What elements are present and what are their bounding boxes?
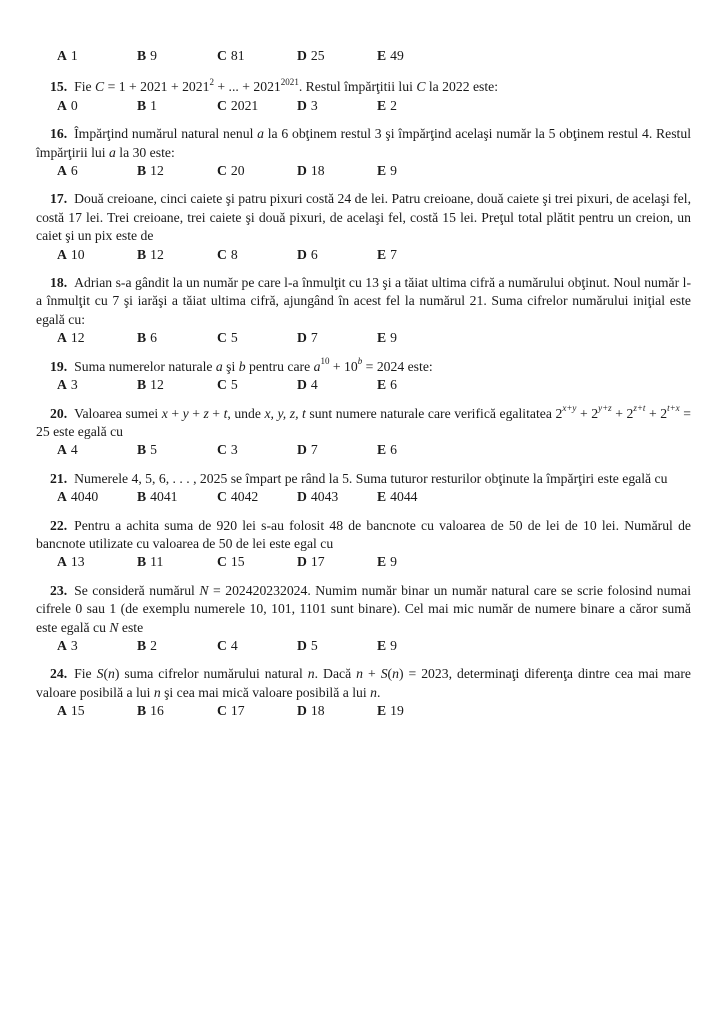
question-item [36, 358, 691, 395]
text-run: ( [387, 666, 393, 682]
option-value: 9 [390, 637, 397, 653]
math-variable: n [108, 666, 115, 682]
text-run: . Restul împărţitii lui [298, 79, 417, 95]
math-variable: z [203, 405, 209, 421]
option-value: 7 [390, 246, 397, 262]
answer-option-c [217, 702, 297, 720]
option-value: 9 [150, 48, 157, 63]
option-letter: B [137, 442, 147, 458]
answer-option-c [217, 488, 297, 506]
answer-option-a [57, 441, 137, 459]
answer-option-d [297, 329, 377, 347]
option-letter: A [57, 48, 67, 63]
answer-option-d [297, 246, 377, 264]
option-value: 6 [70, 163, 78, 179]
text-run: + 2 [611, 405, 634, 421]
answer-option-b [137, 488, 217, 506]
answer-option-a [57, 246, 137, 264]
option-value: 5 [230, 377, 238, 393]
answer-option-b [137, 47, 217, 65]
option-value: 4040 [70, 489, 99, 505]
options-row [57, 329, 691, 347]
question-text [36, 582, 691, 637]
text-run: Fie [74, 666, 97, 682]
answer-option-b [137, 329, 217, 347]
math-variable: a [215, 358, 223, 374]
answer-option-b [137, 246, 217, 264]
option-letter: B [137, 97, 147, 113]
math-variable: b [238, 358, 246, 374]
option-value: 18 [310, 163, 325, 179]
text-run: . [376, 684, 381, 700]
option-letter: E [377, 442, 387, 458]
option-letter: E [377, 489, 387, 505]
question-number: 22. [50, 517, 68, 533]
option-value: 17 [310, 554, 325, 570]
text-run: la 6 obţinem restul 3 şi împărţind acelaşi număr la 5 obţinem restul 4. Restul împărţirii lui [36, 126, 692, 160]
option-letter: A [57, 637, 67, 653]
question-number: 18. [50, 275, 68, 291]
math-variable: n [153, 684, 161, 700]
option-letter: E [377, 377, 387, 393]
option-letter: A [57, 554, 67, 570]
option-value: 20 [230, 163, 245, 179]
text-run: Suma numerelor naturale [74, 358, 216, 374]
option-value: 6 [390, 377, 397, 393]
option-letter: A [57, 489, 67, 505]
answer-option-b [137, 162, 217, 180]
question-number: 20. [50, 405, 68, 421]
math-variable: N [109, 619, 119, 635]
option-value: 1 [150, 97, 157, 113]
option-value: 12 [150, 246, 164, 262]
answer-option-b [137, 637, 217, 655]
question-number: 15. [50, 79, 68, 95]
answer-option-e [377, 376, 397, 394]
answer-option-c [217, 47, 297, 65]
option-value: 12 [150, 377, 164, 393]
option-value: 0 [70, 97, 78, 113]
text-run: + 2 [645, 405, 668, 421]
math-variable: y [182, 405, 189, 421]
option-value: 5 [230, 330, 238, 346]
options-row [57, 246, 691, 264]
question-item [36, 274, 691, 348]
option-value: 5 [150, 442, 157, 458]
answer-option-d [297, 376, 377, 394]
option-letter: C [217, 97, 227, 113]
questions-list [36, 78, 691, 720]
question-text [36, 470, 691, 488]
option-value: 2 [150, 637, 157, 653]
question-number: 23. [50, 582, 68, 598]
math-variable: n [392, 666, 399, 682]
option-letter: C [217, 703, 227, 719]
option-value: 81 [230, 48, 245, 63]
text-run: pentru care [245, 358, 314, 374]
text-run: = 25 este egală cu [36, 405, 691, 439]
math-exponent: 10 [320, 356, 330, 367]
answer-option-e [377, 702, 404, 720]
option-value: 25 [310, 48, 325, 63]
math-variable: b [357, 356, 363, 367]
options-row [57, 488, 691, 506]
option-value: 4 [70, 442, 78, 458]
answer-option-a [57, 702, 137, 720]
answer-option-a [57, 47, 137, 65]
option-letter: A [57, 163, 67, 179]
answer-option-a [57, 329, 137, 347]
option-letter: D [297, 489, 307, 505]
text-run: + 2 [576, 405, 599, 421]
text-run: Împărţind numărul natural nenul [74, 126, 258, 142]
answer-option-d [297, 47, 377, 65]
option-letter: E [377, 554, 387, 570]
question-number: 24. [50, 666, 68, 682]
option-value: 3 [230, 442, 238, 458]
option-value: 5 [310, 637, 318, 653]
option-value: 6 [390, 442, 397, 458]
question-text [36, 665, 691, 702]
answer-option-e [377, 488, 418, 506]
option-value: 12 [150, 163, 164, 179]
option-value: 6 [310, 246, 318, 262]
math-exponent [562, 403, 576, 413]
question-text [36, 190, 691, 245]
math-variable: n [356, 666, 363, 682]
option-value: 10 [70, 246, 85, 262]
option-value: 18 [310, 703, 325, 719]
text-run: ) = 2023, determinaţi diferenţa dintre cea mai mare valoare posibilă a lui [36, 666, 691, 700]
answer-option-b [137, 97, 217, 115]
answer-option-a [57, 376, 137, 394]
option-letter: E [377, 246, 387, 262]
option-value: 11 [150, 554, 164, 570]
math-variable: n [370, 684, 377, 700]
option-value: 15 [70, 703, 85, 719]
question-number: 21. [50, 470, 68, 486]
math-exponent: 2021 [280, 76, 299, 87]
option-letter: B [137, 330, 147, 346]
question-item [36, 78, 691, 115]
text-run: ( [103, 666, 108, 682]
options-row [57, 162, 691, 180]
question-item [36, 470, 691, 507]
text-run: = 1 + 2021 + 2021 [104, 79, 210, 95]
text-run: este [118, 619, 144, 635]
answer-option-d [297, 162, 377, 180]
question-text [36, 125, 691, 162]
option-value: 1 [70, 48, 78, 63]
options-row [57, 441, 691, 459]
answer-option-d [297, 553, 377, 571]
option-letter: E [377, 48, 387, 63]
text-run: + [208, 405, 224, 421]
text-run: = 2024 este: [362, 358, 433, 374]
option-letter: B [137, 637, 147, 653]
option-letter: A [57, 246, 67, 262]
option-letter: D [297, 48, 307, 63]
answer-option-e [377, 47, 404, 65]
option-letter: E [377, 97, 387, 113]
option-letter: D [297, 442, 307, 458]
option-value: 3 [70, 637, 78, 653]
text-run: Se consideră numărul [74, 582, 200, 598]
option-letter: D [297, 637, 307, 653]
option-value: 9 [390, 554, 397, 570]
option-value: 4044 [390, 489, 418, 505]
answer-option-c [217, 553, 297, 571]
question-text [36, 358, 691, 376]
question-item [36, 190, 691, 264]
option-value: 19 [390, 703, 404, 719]
option-letter: C [217, 442, 227, 458]
options-row [57, 553, 691, 571]
option-letter: D [297, 330, 307, 346]
text-run: = 202420232024. Numim număr binar un număr natural care se scrie folosind numai cifrele 0 sau 1 (de exemplu numerele 10, 101, 1101 sunt binare). Cel mai mic număr de numere binare a căror sumă este egală cu [36, 582, 691, 635]
math-exponent [358, 356, 363, 366]
answer-option-a [57, 637, 137, 655]
option-value: 12 [70, 330, 85, 346]
answer-option-c [217, 97, 297, 115]
option-letter: E [377, 330, 387, 346]
answer-option-a [57, 97, 137, 115]
option-letter: A [57, 97, 67, 113]
option-letter: C [217, 489, 227, 505]
option-value: 2021 [230, 97, 259, 113]
math-variable: a [313, 358, 321, 374]
option-letter: C [217, 48, 227, 63]
math-variable: z+t [633, 402, 646, 413]
math-variable: C [95, 79, 105, 95]
option-value: 4043 [310, 489, 339, 505]
math-variable: a [109, 144, 116, 160]
text-run: + [188, 405, 204, 421]
option-letter: D [297, 703, 307, 719]
math-variable: C [416, 79, 426, 95]
text-run: . Dacă [314, 666, 357, 682]
question-item [36, 125, 691, 180]
text-run: + ... + 2021 [213, 79, 281, 95]
question-item [36, 665, 691, 720]
math-variable: t+x [667, 402, 680, 413]
text-run: şi [222, 358, 239, 374]
math-exponent [633, 403, 645, 413]
option-letter: A [57, 442, 67, 458]
answer-option-b [137, 553, 217, 571]
option-value: 16 [150, 703, 164, 719]
question-item [36, 517, 691, 572]
answer-option-e [377, 246, 397, 264]
text-run: la 30 este: [115, 144, 175, 160]
answer-option-e [377, 162, 397, 180]
option-value: 8 [230, 246, 238, 262]
option-letter: C [217, 163, 227, 179]
option-value: 7 [310, 442, 318, 458]
option-value: 4042 [230, 489, 259, 505]
answer-option-c [217, 246, 297, 264]
option-value: 3 [70, 377, 78, 393]
text-run: Numerele 4, 5, 6, . . . , 2025 se împart pe rând la 5. Suma tuturor resturilor obţinute la împărţiri este egală cu [74, 470, 668, 486]
answer-option-d [297, 441, 377, 459]
answer-option-b [137, 702, 217, 720]
math-variable: x, y, z, t [264, 405, 306, 421]
question-item [36, 402, 691, 460]
option-letter: C [217, 377, 227, 393]
option-value: 4041 [150, 489, 178, 505]
answer-option-a [57, 162, 137, 180]
option-letter: B [137, 489, 147, 505]
text-run: Adrian s-a gândit la un număr pe care l-a înmulţit cu 13 şi a tăiat ultima cifră a numărului obţinut. Noul număr l-a înmulţit cu 7 şi iarăşi a tăiat ultima cifră, ajungând în acest fel la numărul 21. Suma cifrelor numărului iniţial este egală cu: [36, 275, 691, 327]
text-run: + 10 [329, 358, 358, 374]
option-letter: B [137, 163, 147, 179]
option-letter: B [137, 48, 147, 63]
answer-option-e [377, 329, 397, 347]
option-letter: B [137, 554, 147, 570]
options-row [57, 97, 691, 115]
question-number: 16. [50, 126, 68, 142]
answer-option-d [297, 637, 377, 655]
answer-option-e [377, 553, 397, 571]
question-number: 17. [50, 191, 68, 207]
option-letter: C [217, 330, 227, 346]
math-variable: a [257, 126, 264, 142]
option-letter: B [137, 703, 147, 719]
answer-option-b [137, 376, 217, 394]
math-exponent: 2 [209, 76, 214, 87]
answer-option-c [217, 637, 297, 655]
options-row [57, 702, 691, 720]
answer-option-d [297, 97, 377, 115]
option-value: 49 [390, 48, 404, 63]
answer-option-d [297, 488, 377, 506]
option-letter: E [377, 163, 387, 179]
option-value: 17 [230, 703, 245, 719]
text-run: , unde [227, 405, 265, 421]
answer-option-e [377, 97, 397, 115]
option-letter: B [137, 246, 147, 262]
option-value: 6 [150, 330, 157, 346]
option-value: 9 [390, 330, 397, 346]
text-run: + [363, 666, 381, 682]
option-value: 13 [70, 554, 85, 570]
text-run: la 2022 este: [425, 79, 499, 95]
option-letter: D [297, 163, 307, 179]
text-run: + [167, 405, 183, 421]
option-letter: E [377, 637, 387, 653]
option-value: 3 [310, 97, 318, 113]
option-value: 15 [230, 554, 245, 570]
question-text [36, 274, 691, 329]
text-run: sunt numere naturale care verifică egalitatea 2 [305, 405, 563, 421]
option-value: 7 [310, 330, 318, 346]
answer-option-b [137, 441, 217, 459]
option-value: 4 [310, 377, 318, 393]
option-value: 4 [230, 637, 238, 653]
options-row [57, 637, 691, 655]
answer-option-c [217, 329, 297, 347]
text-run: Două creioane, cinci caiete şi patru pixuri costă 24 de lei. Patru creioane, două caiete şi trei pixuri, de acelaşi fel, costă 17 lei. Trei creioane, trei caiete şi două pixuri, de acelaşi fel, costă 15 lei. Preţul total plătit pentru un creion, un caiet şi un pix este de [36, 191, 691, 244]
option-letter: C [217, 554, 227, 570]
math-exponent [667, 403, 680, 413]
answer-option-e [377, 637, 397, 655]
answer-option-c [217, 162, 297, 180]
answer-option-a [57, 553, 137, 571]
question-text [36, 78, 691, 96]
text-run: Pentru a achita suma de 920 lei s-au folosit 48 de bancnote cu valoarea de 50 de lei de 10 lei. Numărul de bancnote utilizate cu valoarea de 50 de lei este egal cu [36, 517, 691, 551]
option-letter: C [217, 246, 227, 262]
math-variable: t [223, 405, 228, 421]
question-text [36, 517, 691, 554]
question-number: 19. [50, 358, 68, 374]
option-value: 2 [390, 97, 397, 113]
math-variable: y+z [598, 402, 612, 413]
answer-option-c [217, 376, 297, 394]
option-letter: C [217, 637, 227, 653]
option-letter: A [57, 330, 67, 346]
option-letter: D [297, 97, 307, 113]
question-item [36, 582, 691, 656]
math-exponent [598, 403, 612, 413]
option-letter: A [57, 703, 67, 719]
text-run: şi cea mai mică valoare posibilă a lui [160, 684, 371, 700]
option-letter: E [377, 703, 387, 719]
math-variable: S [380, 666, 388, 682]
option-letter: D [297, 377, 307, 393]
math-variable: x [161, 405, 168, 421]
option-letter: D [297, 554, 307, 570]
math-variable: S [96, 666, 104, 682]
math-variable: n [307, 666, 315, 682]
answer-option-a [57, 488, 137, 506]
option-letter: A [57, 377, 67, 393]
answer-option-d [297, 702, 377, 720]
options-row [57, 376, 691, 394]
text-run: Valoarea sumei [74, 405, 162, 421]
previous-question-options-row [57, 47, 691, 65]
math-variable: x+y [562, 402, 577, 413]
answer-option-e [377, 441, 397, 459]
option-letter: B [137, 377, 147, 393]
option-value: 9 [390, 163, 397, 179]
text-run: ) suma cifrelor numărului natural [114, 666, 308, 682]
option-letter: D [297, 246, 307, 262]
text-run: Fie [74, 79, 96, 95]
question-text [36, 402, 691, 442]
answer-option-c [217, 441, 297, 459]
math-variable: N [199, 582, 209, 598]
